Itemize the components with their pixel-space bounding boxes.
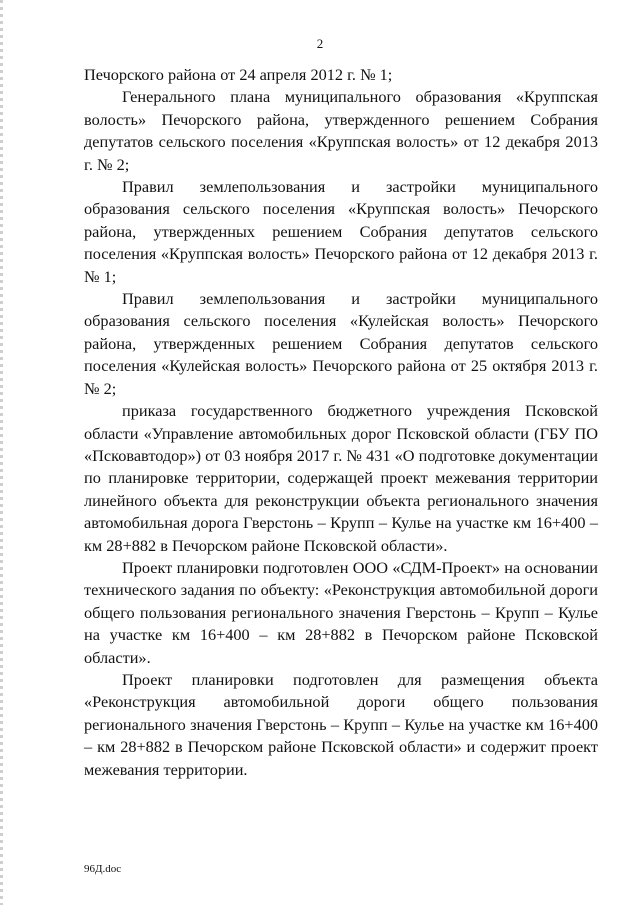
paragraph-6: Проект планировки подготовлен ООО «СДМ-Проект» на основании технического задания по объекту: «Реконструкция автомобильной дороги общего пользования регионального значения Гверстонь – Крупп – Кулье на участке км 16+400 – км 28+882 в Печорском районе Псковской области». (84, 557, 598, 667)
paragraph-4: Правил землепользования и застройки муниципального образования сельского поселения «Кулейская волость» Печорского района, утвержденных решением Собрания депутатов сельского поселения «Кулейская волость» Печорского района от 25 октября 2013 г. № 2; (84, 289, 598, 398)
paragraph-3: Правил землепользования и застройки муниципального образования сельского поселения «Круппская волость» Печорского района, утвержденных решением Собрания депутатов сельского поселения «Круппская волость» Печорского района от 12 декабря 2013 г. № 1; (84, 177, 598, 286)
page-number: 2 (316, 36, 324, 51)
paragraph-1: Печорского района от 24 апреля 2012 г. № 1; (84, 65, 393, 84)
footer-filename: 96Д.doc (84, 863, 122, 875)
paragraph-2: Генерального плана муниципального образования «Круппская волость» Печорского района, утвержденного решением Собрания депутатов сельского поселения «Круппская волость» от 12 декабря 2013 г. № 2; (84, 87, 598, 174)
paragraph-7: Проект планировки подготовлен для размещения объекта «Реконструкция автомобильной дороги общего пользования регионального значения Гверстонь – Крупп – Кулье на участке км 16+400 – км 28+882 в Печорском районе Псковской области» и содержит проект межевания территории. (84, 669, 598, 779)
scan-edge-mark (0, 0, 3, 905)
paragraph-5: приказа государственного бюджетного учреждения Псковской области «Управление автомобильных дорог Псковской области (ГБУ ПО «Псковавтодор») от 03 ноября 2017 г. № 431 «О подготовке документации по планировке территории, содержащей проект межевания территории линейного объекта для реконструкции объекта регионального значения автомобильная дорога Гверстонь – Крупп – Кулье на участке км 16+400 – км 28+882 в Печорском районе Псковской области». (84, 401, 598, 555)
document-body (84, 64, 598, 781)
